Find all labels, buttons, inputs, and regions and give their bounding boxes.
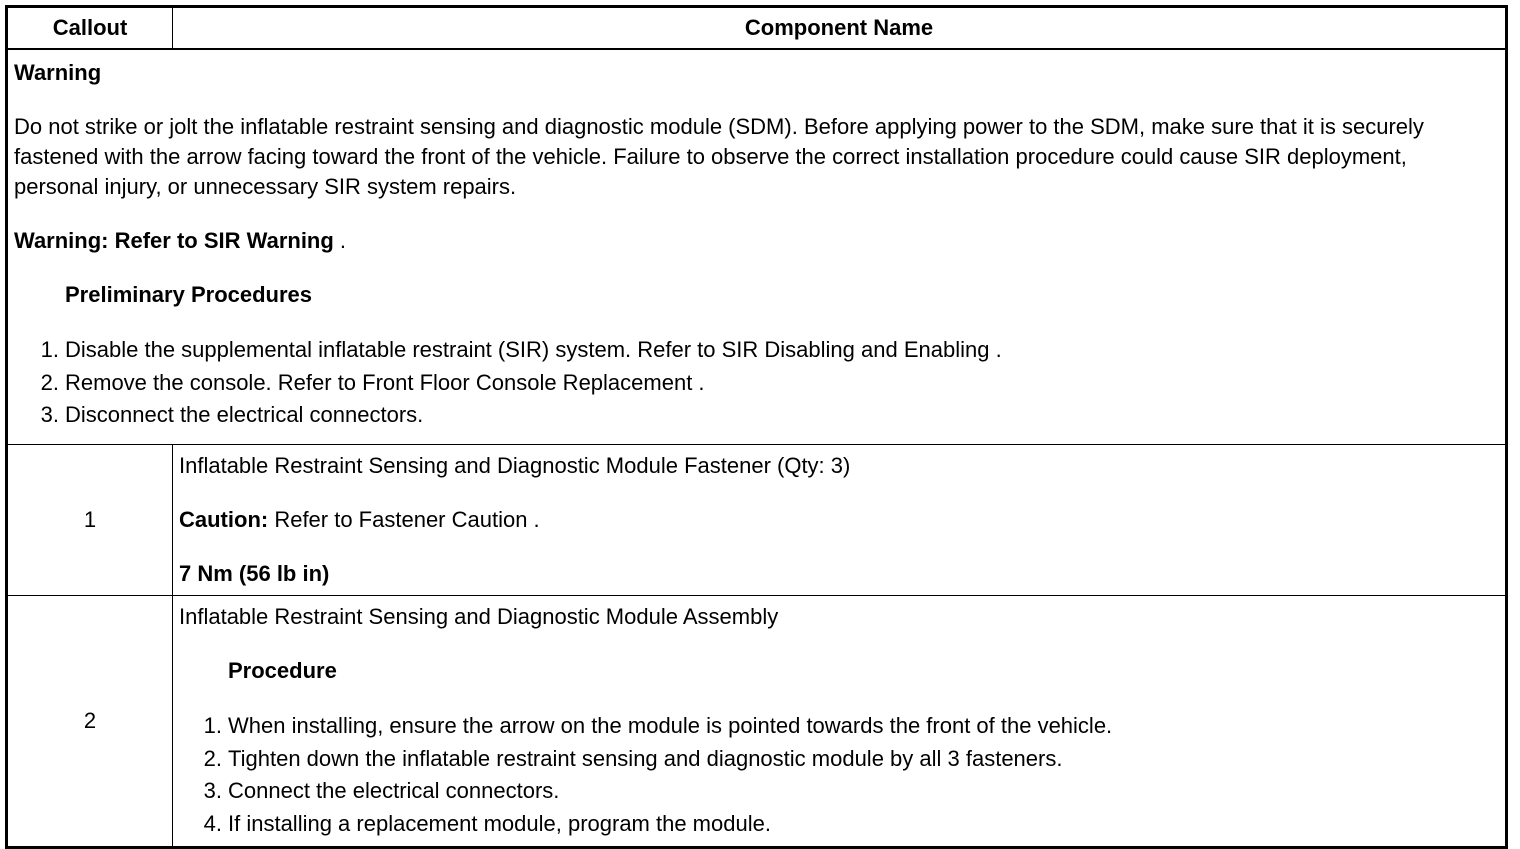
procedure-heading: Procedure [228, 658, 337, 683]
header-callout: Callout [7, 7, 173, 50]
step-number: 3. [40, 402, 59, 427]
torque-spec: 7 Nm (56 lb in) [179, 561, 330, 586]
step-number: 2. [40, 369, 59, 395]
component-cell-2 [173, 596, 1507, 848]
intro-row [7, 49, 1507, 445]
preliminary-steps-list [14, 334, 1497, 432]
list-item [14, 399, 1497, 432]
caution-line [179, 505, 1497, 535]
list-item [179, 775, 1497, 808]
step-text: Remove the console. Refer to Front Floor Console Replacement . [65, 369, 705, 395]
header-row [7, 7, 1507, 50]
step-number: 2. [203, 745, 222, 771]
list-item [179, 808, 1497, 841]
list-item [179, 743, 1497, 776]
warning-reference [14, 226, 1497, 256]
table-row [7, 596, 1507, 848]
list-item [14, 367, 1497, 400]
callout-2: 2 [7, 596, 173, 848]
warning-ref-suffix: . [333, 228, 347, 253]
component-table [5, 5, 1508, 849]
step-text: Connect the electrical connectors. [228, 778, 560, 803]
preliminary-procedures-heading: Preliminary Procedures [65, 282, 313, 307]
component-cell-1 [173, 445, 1507, 596]
warning-heading: Warning [14, 60, 102, 85]
component-name: Inflatable Restraint Sensing and Diagnostic Module Fastener (Qty: 3) [179, 453, 851, 478]
step-number: 1. [40, 337, 59, 362]
step-text: Disable the supplemental inflatable restraint (SIR) system. Refer to SIR Disabling and Enabling . [65, 337, 1002, 362]
step-text: Tighten down the inflatable restraint sensing and diagnostic module by all 3 fasteners. [228, 745, 1063, 771]
step-number: 4. [203, 810, 222, 836]
callout-1: 1 [7, 445, 173, 596]
caution-label: Caution: [179, 507, 269, 532]
component-name: Inflatable Restraint Sensing and Diagnostic Module Assembly [179, 604, 779, 629]
list-item [179, 710, 1497, 743]
step-text: Disconnect the electrical connectors. [65, 402, 424, 427]
intro-cell [7, 49, 1507, 445]
step-number: 3. [203, 778, 222, 803]
step-number: 1. [203, 713, 222, 738]
list-item [14, 334, 1497, 367]
header-component-name: Component Name [173, 7, 1507, 50]
warning-text: Do not strike or jolt the inflatable restraint sensing and diagnostic module (SDM). Before applying power to the SDM, make sure that it is securely fastened with the arrow facing toward the front of the vehicle. Failure to observe the correct installation procedure could cause SIR deployment, personal injury, or unnecessary SIR system repairs. [14, 114, 1424, 199]
step-text: When installing, ensure the arrow on the module is pointed towards the front of the vehicle. [228, 713, 1113, 738]
step-text: If installing a replacement module, program the module. [228, 810, 771, 836]
table-row [7, 445, 1507, 596]
procedure-steps-list [179, 710, 1497, 840]
caution-text[interactable]: Refer to Fastener Caution . [268, 507, 540, 532]
warning-ref-link[interactable]: Warning: Refer to SIR Warning [14, 228, 334, 253]
